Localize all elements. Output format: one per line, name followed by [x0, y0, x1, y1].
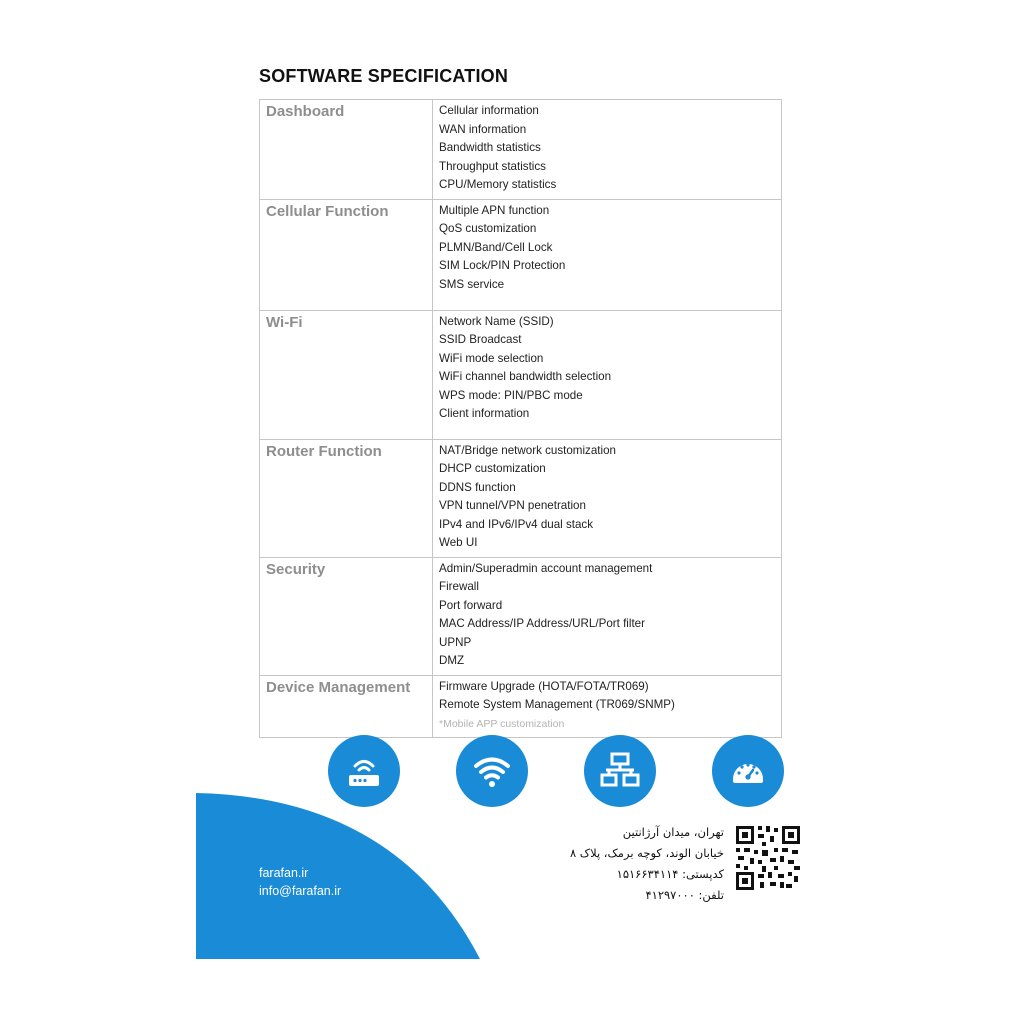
list-item: Firmware Upgrade (HOTA/FOTA/TR069) [439, 679, 649, 693]
feature-list [433, 557, 782, 675]
address-line: خیابان الوند، کوچه برمک، پلاک ۸ [569, 846, 724, 860]
category-label: Cellular Function [260, 199, 433, 310]
table-row [260, 199, 782, 310]
table-row [260, 439, 782, 557]
list-item: DDNS function [439, 480, 516, 494]
list-item: QoS customization [439, 222, 537, 235]
list-item: SMS service [439, 277, 505, 291]
list-item: Network Name (SSID) [439, 314, 554, 328]
table-row [260, 310, 782, 439]
dashboard-gauge-icon [712, 735, 784, 807]
page-title: SOFTWARE SPECIFICATION [259, 66, 509, 86]
network-icon [584, 735, 656, 807]
table-row [260, 100, 782, 200]
address-block [540, 822, 724, 906]
list-item: CPU/Memory statistics [439, 178, 557, 191]
list-item: Firewall [439, 580, 479, 593]
category-label: Wi-Fi [260, 310, 433, 439]
list-item: Remote System Management (TR069/SNMP) [439, 698, 675, 711]
table-row [260, 675, 782, 738]
list-item: PLMN/Band/Cell Lock [439, 240, 553, 254]
email-link[interactable]: info@farafan.ir [259, 884, 342, 898]
category-label: Device Management [260, 675, 433, 738]
website-link[interactable]: farafan.ir [259, 866, 309, 880]
list-item: DHCP customization [439, 462, 546, 475]
contact-block [259, 864, 341, 900]
footnote: *Mobile APP customization [439, 717, 565, 730]
list-item: SIM Lock/PIN Protection [439, 259, 566, 272]
list-item: Web UI [439, 536, 478, 549]
list-item: Cellular information [439, 104, 539, 117]
list-item: DMZ [439, 654, 465, 667]
feature-list [433, 310, 782, 439]
list-item: VPN tunnel/VPN penetration [439, 499, 586, 512]
address-line: تهران، میدان آرژانتین [622, 825, 724, 839]
table-row [260, 557, 782, 675]
postal-code: کدپستی: ۱۵۱۶۶۳۴۱۱۴ [616, 867, 724, 881]
list-item: Port forward [439, 598, 503, 612]
spec-table [259, 99, 782, 738]
list-item: MAC Address/IP Address/URL/Port filter [439, 617, 645, 630]
category-label: Router Function [260, 439, 433, 557]
feature-list [433, 199, 782, 310]
list-item: NAT/Bridge network customization [439, 443, 616, 457]
list-item: UPNP [439, 635, 472, 649]
phone-number: تلفن: ۴۱۲۹۷۰۰۰ [645, 888, 724, 902]
category-label: Dashboard [260, 100, 433, 200]
list-item: Multiple APN function [439, 203, 550, 217]
list-item: Throughput statistics [439, 159, 546, 173]
list-item: WiFi mode selection [439, 351, 544, 365]
category-label: Security [260, 557, 433, 675]
list-item: WAN information [439, 122, 527, 136]
list-item: WiFi channel bandwidth selection [439, 370, 612, 383]
list-item: SSID Broadcast [439, 333, 522, 346]
list-item: IPv4 and IPv6/IPv4 dual stack [439, 517, 594, 531]
qr-code-icon [734, 824, 802, 892]
list-item: WPS mode: PIN/PBC mode [439, 388, 583, 402]
list-item: Client information [439, 407, 530, 420]
feature-list [433, 100, 782, 200]
feature-list [433, 675, 782, 738]
feature-list [433, 439, 782, 557]
list-item: Bandwidth statistics [439, 141, 541, 154]
list-item: Admin/Superadmin account management [439, 561, 653, 575]
